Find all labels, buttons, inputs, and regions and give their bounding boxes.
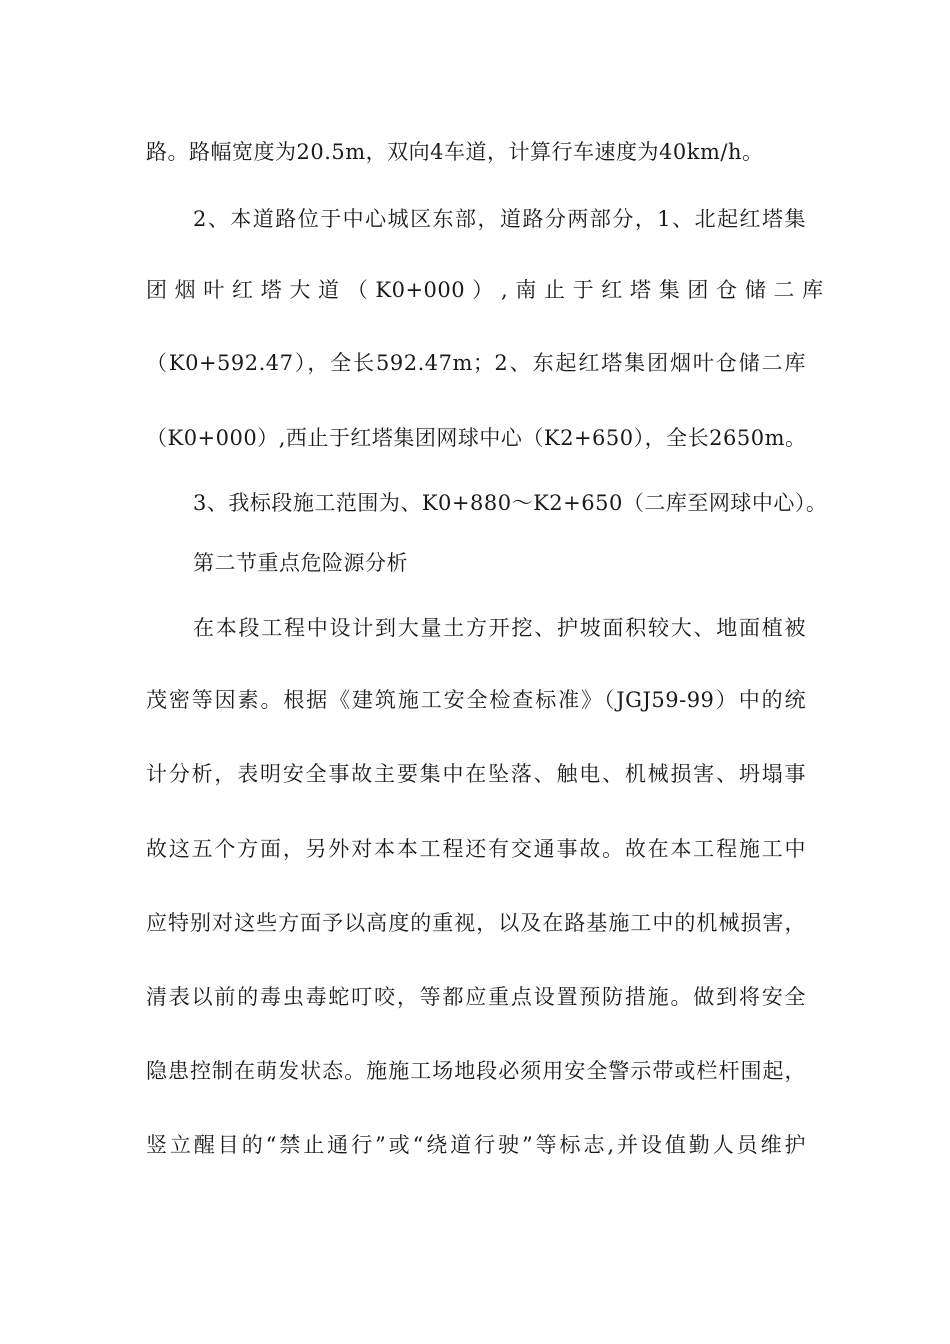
text-line-5: （K0+000）,西止于红塔集团网球中心（K2+650），全长2650m。 (146, 426, 807, 450)
text-line-8: 在本段工程中设计到大量土方开挖、护坡面积较大、地面植被 (193, 616, 806, 640)
text-line-10: 计分析，表明安全事故主要集中在坠落、触电、机械损害、坍塌事 (146, 762, 806, 786)
text-line-2: 2、本道路位于中心城区东部，道路分两部分，1、北起红塔集 (193, 207, 806, 231)
text-line-11: 故这五个方面，另外对本本工程还有交通事故。故在本工程施工中 (146, 837, 806, 861)
text-line-13: 清表以前的毒虫毒蛇叮咬，等都应重点设置预防措施。做到将安全 (146, 985, 806, 1009)
text-line-15: 竖立醒目的“禁止通行”或“绕道行驶”等标志,并设值勤人员维护 (146, 1133, 806, 1157)
text-line-4: （K0+592.47），全长592.47m；2、东起红塔集团烟叶仓储二库 (146, 351, 806, 375)
text-line-3: 团 烟 叶 红 塔 大 道 （ K0+000 ） , 南 止 于 红 塔 集 团 仓 储 二 库 (146, 278, 824, 302)
text-line-14: 隐患控制在萌发状态。施施工场地段必须用安全警示带或栏杆围起， (146, 1059, 806, 1083)
text-line-9: 茂密等因素。根据《建筑施工安全检查标准》（JGJ59-99）中的统 (146, 688, 806, 712)
text-line-6: 3、我标段施工范围为、K0+880～K2+650（二库至网球中心）。 (193, 491, 828, 515)
section-heading: 第二节重点危险源分析 (193, 551, 408, 575)
text-line-12: 应特别对这些方面予以高度的重视，以及在路基施工中的机械损害， (146, 911, 806, 935)
text-line-1: 路。路幅宽度为20.5m，双向4车道，计算行车速度为40km/h。 (146, 140, 764, 164)
